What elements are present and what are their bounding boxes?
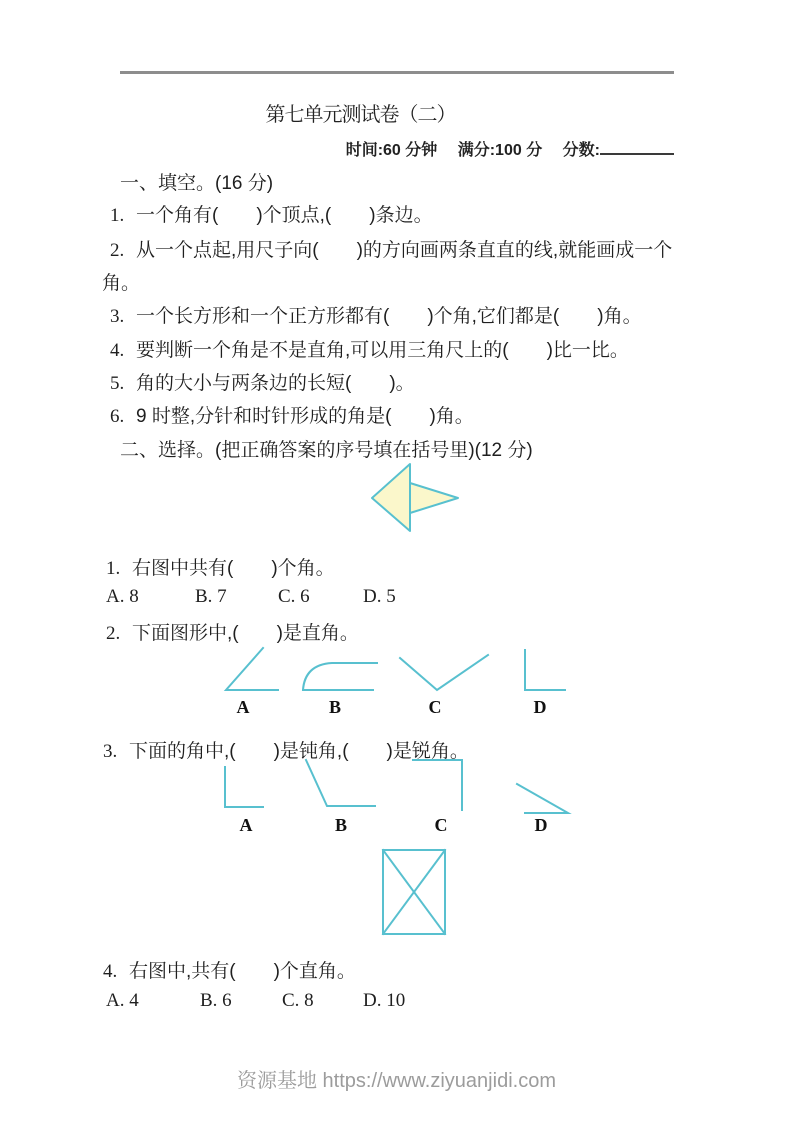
q2-label-a: A: [236, 697, 250, 717]
fill-item-3: [110, 301, 642, 328]
q2-v-angle-figure: [400, 655, 488, 690]
choice-q2-text: 下面图形中,( )是直角。: [132, 623, 359, 644]
choice-q4: [103, 956, 356, 983]
time-label: 时间:60 分钟: [345, 142, 438, 159]
fill-item-3-number: 3.: [110, 306, 125, 327]
q2-label-b: B: [328, 697, 341, 717]
fill-item-1-text: 一个角有( )个顶点,( )条边。: [136, 205, 433, 226]
choice-q4-number: 4.: [103, 961, 118, 982]
choice-q1-option-b: B. 7: [195, 586, 227, 607]
q3-label-b: B: [334, 815, 347, 835]
fill-item-4-number: 4.: [110, 340, 125, 361]
fill-item-3-text: 一个长方形和一个正方形都有( )个角,它们都是( )角。: [136, 306, 642, 327]
fill-item-6-text: 9 时整,分针和时针形成的角是( )角。: [136, 406, 474, 427]
score-blank: [600, 139, 674, 155]
choice-q4-option-a: A. 4: [106, 990, 139, 1011]
choice-q2-number: 2.: [106, 623, 121, 644]
q2-label-c: C: [428, 697, 442, 717]
left-arrow-figure: [358, 455, 468, 540]
choice-q1: [106, 553, 335, 580]
choice-q1-text: 右图中共有( )个角。: [132, 558, 335, 579]
fill-item-5-text: 角的大小与两条边的长短( )。: [136, 373, 415, 394]
q2-curved-angle-figure: [303, 663, 377, 690]
fill-item-1-number: 1.: [110, 205, 125, 226]
q3-right-angle-figure: [225, 767, 263, 807]
q2-acute-angle-figure: [226, 648, 278, 690]
fill-item-5-number: 5.: [110, 373, 125, 394]
q3-label-d: D: [534, 815, 548, 835]
score-label: 分数:: [562, 142, 600, 159]
fill-item-5: [110, 368, 415, 395]
choice-q4-option-d: D. 10: [363, 990, 406, 1011]
q2-right-angle-figure: [525, 650, 565, 690]
choice-q4-text: 右图中,共有( )个直角。: [129, 961, 356, 982]
choice-q1-option-d: D. 5: [363, 586, 396, 607]
choice-q4-figure: [381, 848, 451, 940]
arrow-big-triangle: [372, 464, 410, 531]
choice-q1-number: 1.: [106, 558, 121, 579]
choice-q1-option-a: A. 8: [106, 586, 139, 607]
full-score-label: 满分:100 分: [457, 142, 543, 159]
choice-q4-option-c: C. 8: [282, 990, 314, 1011]
q3-acute-angle-figure: [517, 784, 568, 813]
q3-obtuse-angle-figure: [306, 760, 375, 806]
top-rule: [120, 71, 674, 74]
choice-q3-text: 下面的角中,( )是钝角,( )是锐角。: [129, 741, 469, 762]
choice-q2-figures: [200, 640, 580, 718]
arrow-small-triangle: [410, 483, 458, 513]
fill-item-2: [110, 235, 672, 262]
section-fill-heading: 一、填空。(16 分): [120, 173, 274, 194]
fill-item-2-continuation: [102, 268, 140, 295]
choice-q3-number: 3.: [103, 741, 118, 762]
fill-item-2-text: 从一个点起,用尺子向( )的方向画两条直直的线,就能画成一个: [136, 240, 673, 261]
fill-item-6: [110, 401, 474, 428]
fill-item-4-text: 要判断一个角是不是直角,可以用三角尺上的( )比一比。: [136, 340, 629, 361]
choice-q4-option-b: B. 6: [200, 990, 232, 1011]
fill-item-2-cont-text: 角。: [102, 273, 141, 294]
page-title: 第七单元测试卷（二）: [265, 104, 456, 126]
choice-q3-figures: [215, 755, 585, 817]
choice-q1-option-c: C. 6: [278, 586, 310, 607]
fill-item-2-number: 2.: [110, 240, 125, 261]
fill-item-6-number: 6.: [110, 406, 125, 427]
q3-label-c: C: [434, 815, 448, 835]
section-choice-heading: 二、选择。(把正确答案的序号填在括号里)(12 分): [120, 440, 533, 461]
paper-meta: [346, 137, 674, 160]
q2-label-d: D: [533, 697, 547, 717]
fill-item-4: [110, 335, 629, 362]
fill-item-1: [110, 200, 433, 227]
footer-watermark: 资源基地 https://www.ziyuanjidi.com: [237, 1070, 556, 1092]
q3-corner-angle-figure: [413, 760, 462, 810]
q3-label-a: A: [239, 815, 253, 835]
